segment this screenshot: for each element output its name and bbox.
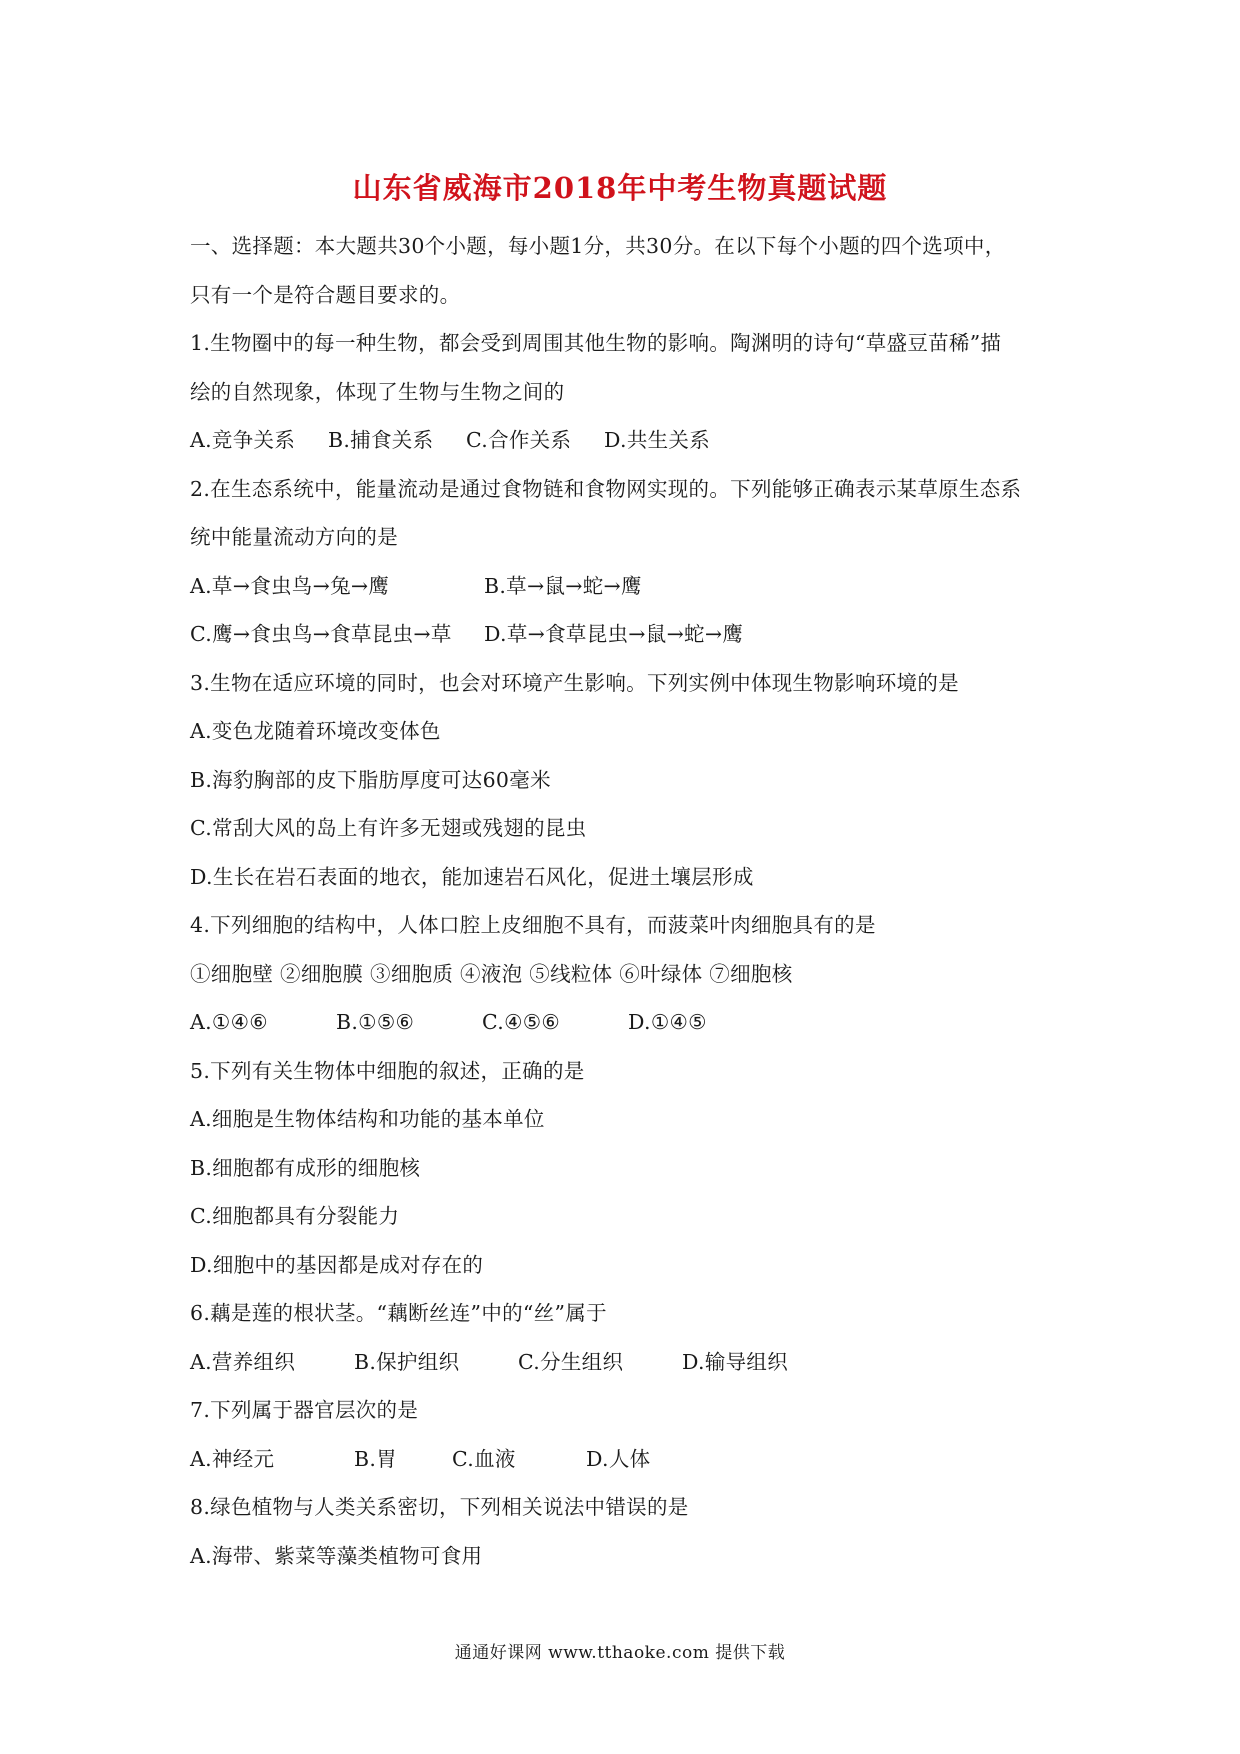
q3-option-d: D.生长在岩石表面的地衣，能加速岩石风化，促进土壤层形成 (190, 864, 754, 889)
q8-stem: 8.绿色植物与人类关系密切，下列相关说法中错误的是 (190, 1495, 689, 1519)
q2-option-b: B.草→鼠→蛇→鹰 (484, 573, 642, 598)
q1-option-a: A.竞争关系 (190, 428, 296, 452)
q6-option-b: B.保护组织 (354, 1349, 460, 1374)
q2-options-row-2 (190, 610, 1070, 659)
q1-stem-line-2: 绘的自然现象，体现了生物与生物之间的 (190, 379, 565, 404)
q7-option-b: B.胃 (354, 1446, 397, 1471)
q1-stem-line-1: 1.生物圈中的每一种生物，都会受到周围其他生物的影响。陶渊明的诗句“草盛豆苗稀”描 (190, 331, 1002, 355)
section-intro-line-1: 一、选择题：本大题共30个小题，每小题1分，共30分。在以下每个小题的四个选项中， (190, 234, 1006, 258)
q6-stem: 6.藕是莲的根状茎。“藕断丝连”中的“丝”属于 (190, 1301, 607, 1325)
q3-option-c: C.常刮大风的岛上有许多无翅或残翅的昆虫 (190, 816, 587, 840)
q6-option-a: A.营养组织 (190, 1349, 296, 1374)
q2-option-d: D.草→食草昆虫→鼠→蛇→鹰 (484, 622, 744, 646)
q7-stem: 7.下列属于器官层次的是 (190, 1398, 419, 1422)
q1-option-b: B.捕食关系 (328, 428, 434, 452)
q2-stem-line-2: 统中能量流动方向的是 (190, 525, 398, 549)
q2-option-c: C.鹰→食虫鸟→食草昆虫→草 (190, 622, 452, 646)
q3-option-a: A.变色龙随着环境改变体色 (190, 719, 441, 743)
q6-option-c: C.分生组织 (518, 1349, 624, 1374)
q1-option-d: D.共生关系 (604, 428, 711, 452)
q2-option-a: A.草→食虫鸟→兔→鹰 (190, 573, 390, 598)
q5-option-c: C.细胞都具有分裂能力 (190, 1204, 400, 1228)
q7-option-d: D.人体 (586, 1446, 651, 1471)
q5-stem: 5.下列有关生物体中细胞的叙述，正确的是 (190, 1058, 585, 1083)
q6-option-d: D.输导组织 (682, 1349, 789, 1374)
q4-stem: 4.下列细胞的结构中，人体口腔上皮细胞不具有，而菠菜叶肉细胞具有的是 (190, 913, 876, 937)
q7-option-c: C.血液 (452, 1446, 516, 1471)
q2-options-row-1 (190, 562, 1070, 611)
q3-stem: 3.生物在适应环境的同时，也会对环境产生影响。下列实例中体现生物影响环境的是 (190, 670, 959, 695)
q4-option-c: C.④⑤⑥ (482, 1010, 561, 1034)
q2-stem-line-1: 2.在生态系统中，能量流动是通过食物链和食物网实现的。下列能够正确表示某草原生态系 (190, 476, 1022, 501)
exam-body (190, 222, 1070, 1580)
section-intro-line-2: 只有一个是符合题目要求的。 (190, 282, 461, 307)
q1-options (190, 416, 1070, 465)
q8-option-a: A.海带、紫菜等藻类植物可食用 (190, 1543, 483, 1568)
q1-option-c: C.合作关系 (466, 428, 572, 452)
q5-option-a: A.细胞是生物体结构和功能的基本单位 (190, 1107, 545, 1131)
q5-option-d: D.细胞中的基因都是成对存在的 (190, 1252, 484, 1277)
page-title: 山东省威海市2018年中考生物真题试题 (352, 171, 888, 205)
q4-option-b: B.①⑤⑥ (336, 1010, 415, 1034)
page-footer: 通通好课网 www.tthaoke.com 提供下载 (454, 1643, 786, 1663)
q7-options (190, 1435, 1070, 1484)
q4-option-d: D.①④⑤ (628, 1010, 707, 1034)
q4-structure-list: ①细胞壁 ②细胞膜 ③细胞质 ④液泡 ⑤线粒体 ⑥叶绿体 ⑦细胞核 (190, 961, 793, 986)
q5-option-b: B.细胞都有成形的细胞核 (190, 1155, 421, 1180)
q3-option-b: B.海豹胸部的皮下脂肪厚度可达60毫米 (190, 767, 551, 792)
q7-option-a: A.神经元 (190, 1446, 275, 1471)
q4-options (190, 998, 1070, 1047)
q4-option-a: A.①④⑥ (190, 1010, 268, 1034)
q6-options (190, 1338, 1070, 1387)
